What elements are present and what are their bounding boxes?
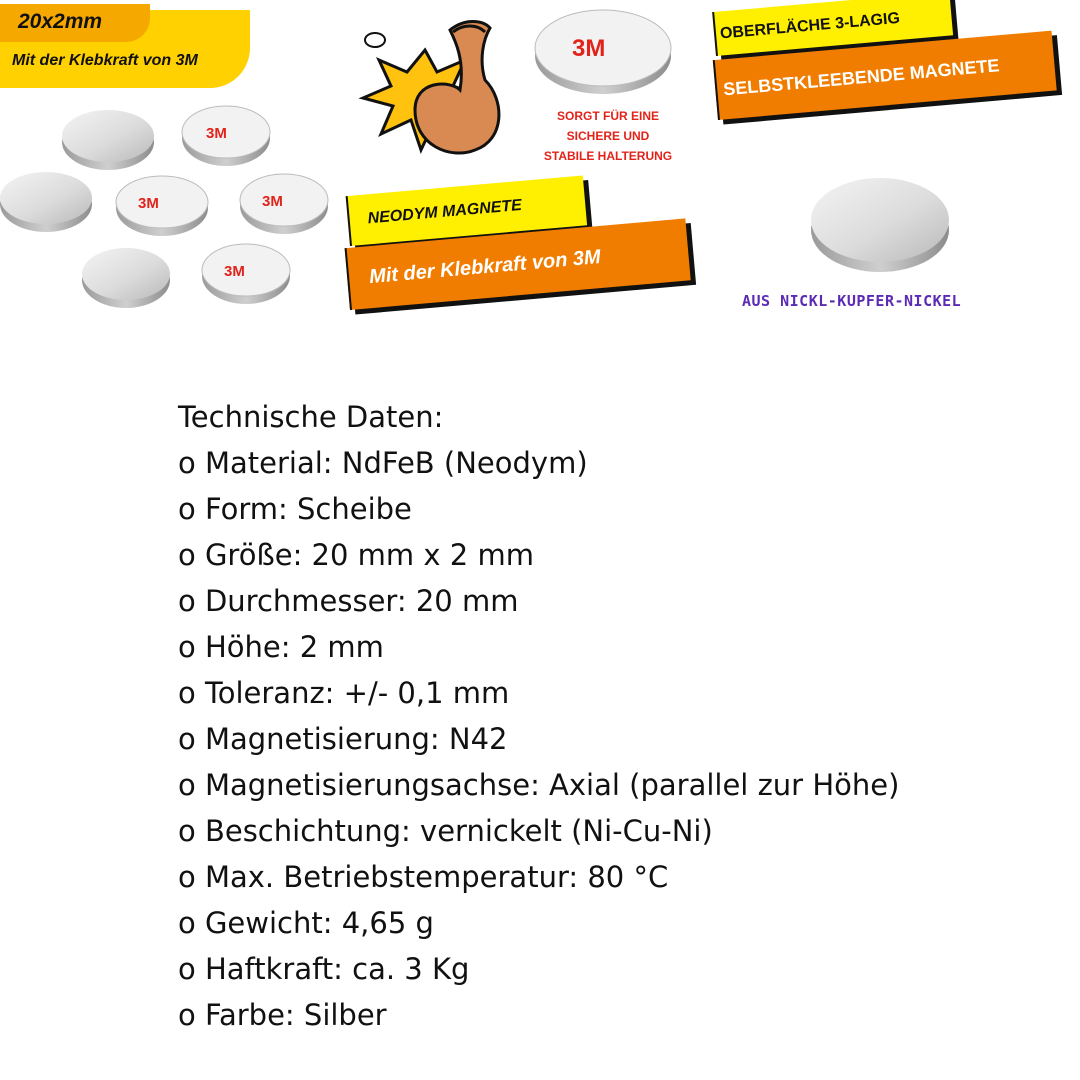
spec-item: o Höhe: 2 mm (178, 630, 384, 664)
strong-arm-icon (355, 10, 520, 160)
logo-text: 3M (572, 35, 606, 62)
logo-text: 3M (206, 125, 227, 142)
magnet-disc-3m (202, 244, 290, 304)
strength-line: SICHERE UND (566, 129, 650, 143)
magnet-disc (62, 110, 154, 170)
spec-item: o Material: NdFeB (Neodym) (178, 446, 588, 480)
spec-item: o Gewicht: 4,65 g (178, 906, 434, 940)
logo-text: 3M (138, 195, 159, 212)
spec-item: o Toleranz: +/- 0,1 mm (178, 676, 510, 710)
spec-list (178, 394, 1038, 1038)
self-adhesive-banner-text: SELBSTKLEEBENDE MAGNETE (722, 55, 1001, 100)
size-label: 20x2mm (18, 10, 103, 33)
magnet-disc-3m-large (532, 2, 674, 98)
spec-item: o Max. Betriebstemperatur: 80 °C (178, 860, 669, 894)
spec-item: o Magnetisierung: N42 (178, 722, 508, 756)
spec-item: o Größe: 20 mm x 2 mm (178, 538, 534, 572)
magnet-disc (0, 172, 92, 232)
magnet-disc-large (808, 170, 952, 274)
magnet-cluster (0, 100, 330, 320)
spec-item: o Beschichtung: vernickelt (Ni-Cu-Ni) (178, 814, 713, 848)
spec-heading: Technische Daten: (178, 400, 444, 434)
size-subtitle: Mit der Klebkraft von 3M (12, 52, 198, 69)
neodym-banner-text: NEODYM MAGNETE (366, 196, 523, 228)
logo-text: 3M (262, 193, 283, 210)
magnet-disc-3m (240, 174, 328, 234)
spec-item: o Magnetisierungsachse: Axial (parallel zur Höhe) (178, 768, 900, 802)
spec-item: o Haftkraft: ca. 3 Kg (178, 952, 470, 986)
surface-banner-text: OBERFLÄCHE 3-LAGIG (719, 9, 901, 43)
strength-text (527, 106, 689, 166)
magnet-disc-3m (182, 106, 270, 166)
spec-item: o Farbe: Silber (178, 998, 387, 1032)
spec-item: o Form: Scheibe (178, 492, 412, 526)
magnet-disc (82, 248, 170, 308)
logo-text: 3M (224, 263, 245, 280)
strength-line: SORGT FÜR EINE (556, 109, 659, 123)
strength-line: STABILE HALTERUNG (543, 149, 673, 163)
adhesive-banner-text: Mit der Klebkraft von 3M (368, 245, 602, 289)
material-caption: AUS NICKL-KUPFER-NICKEL (742, 292, 962, 310)
spec-item: o Durchmesser: 20 mm (178, 584, 519, 618)
magnet-disc-3m (116, 176, 208, 236)
